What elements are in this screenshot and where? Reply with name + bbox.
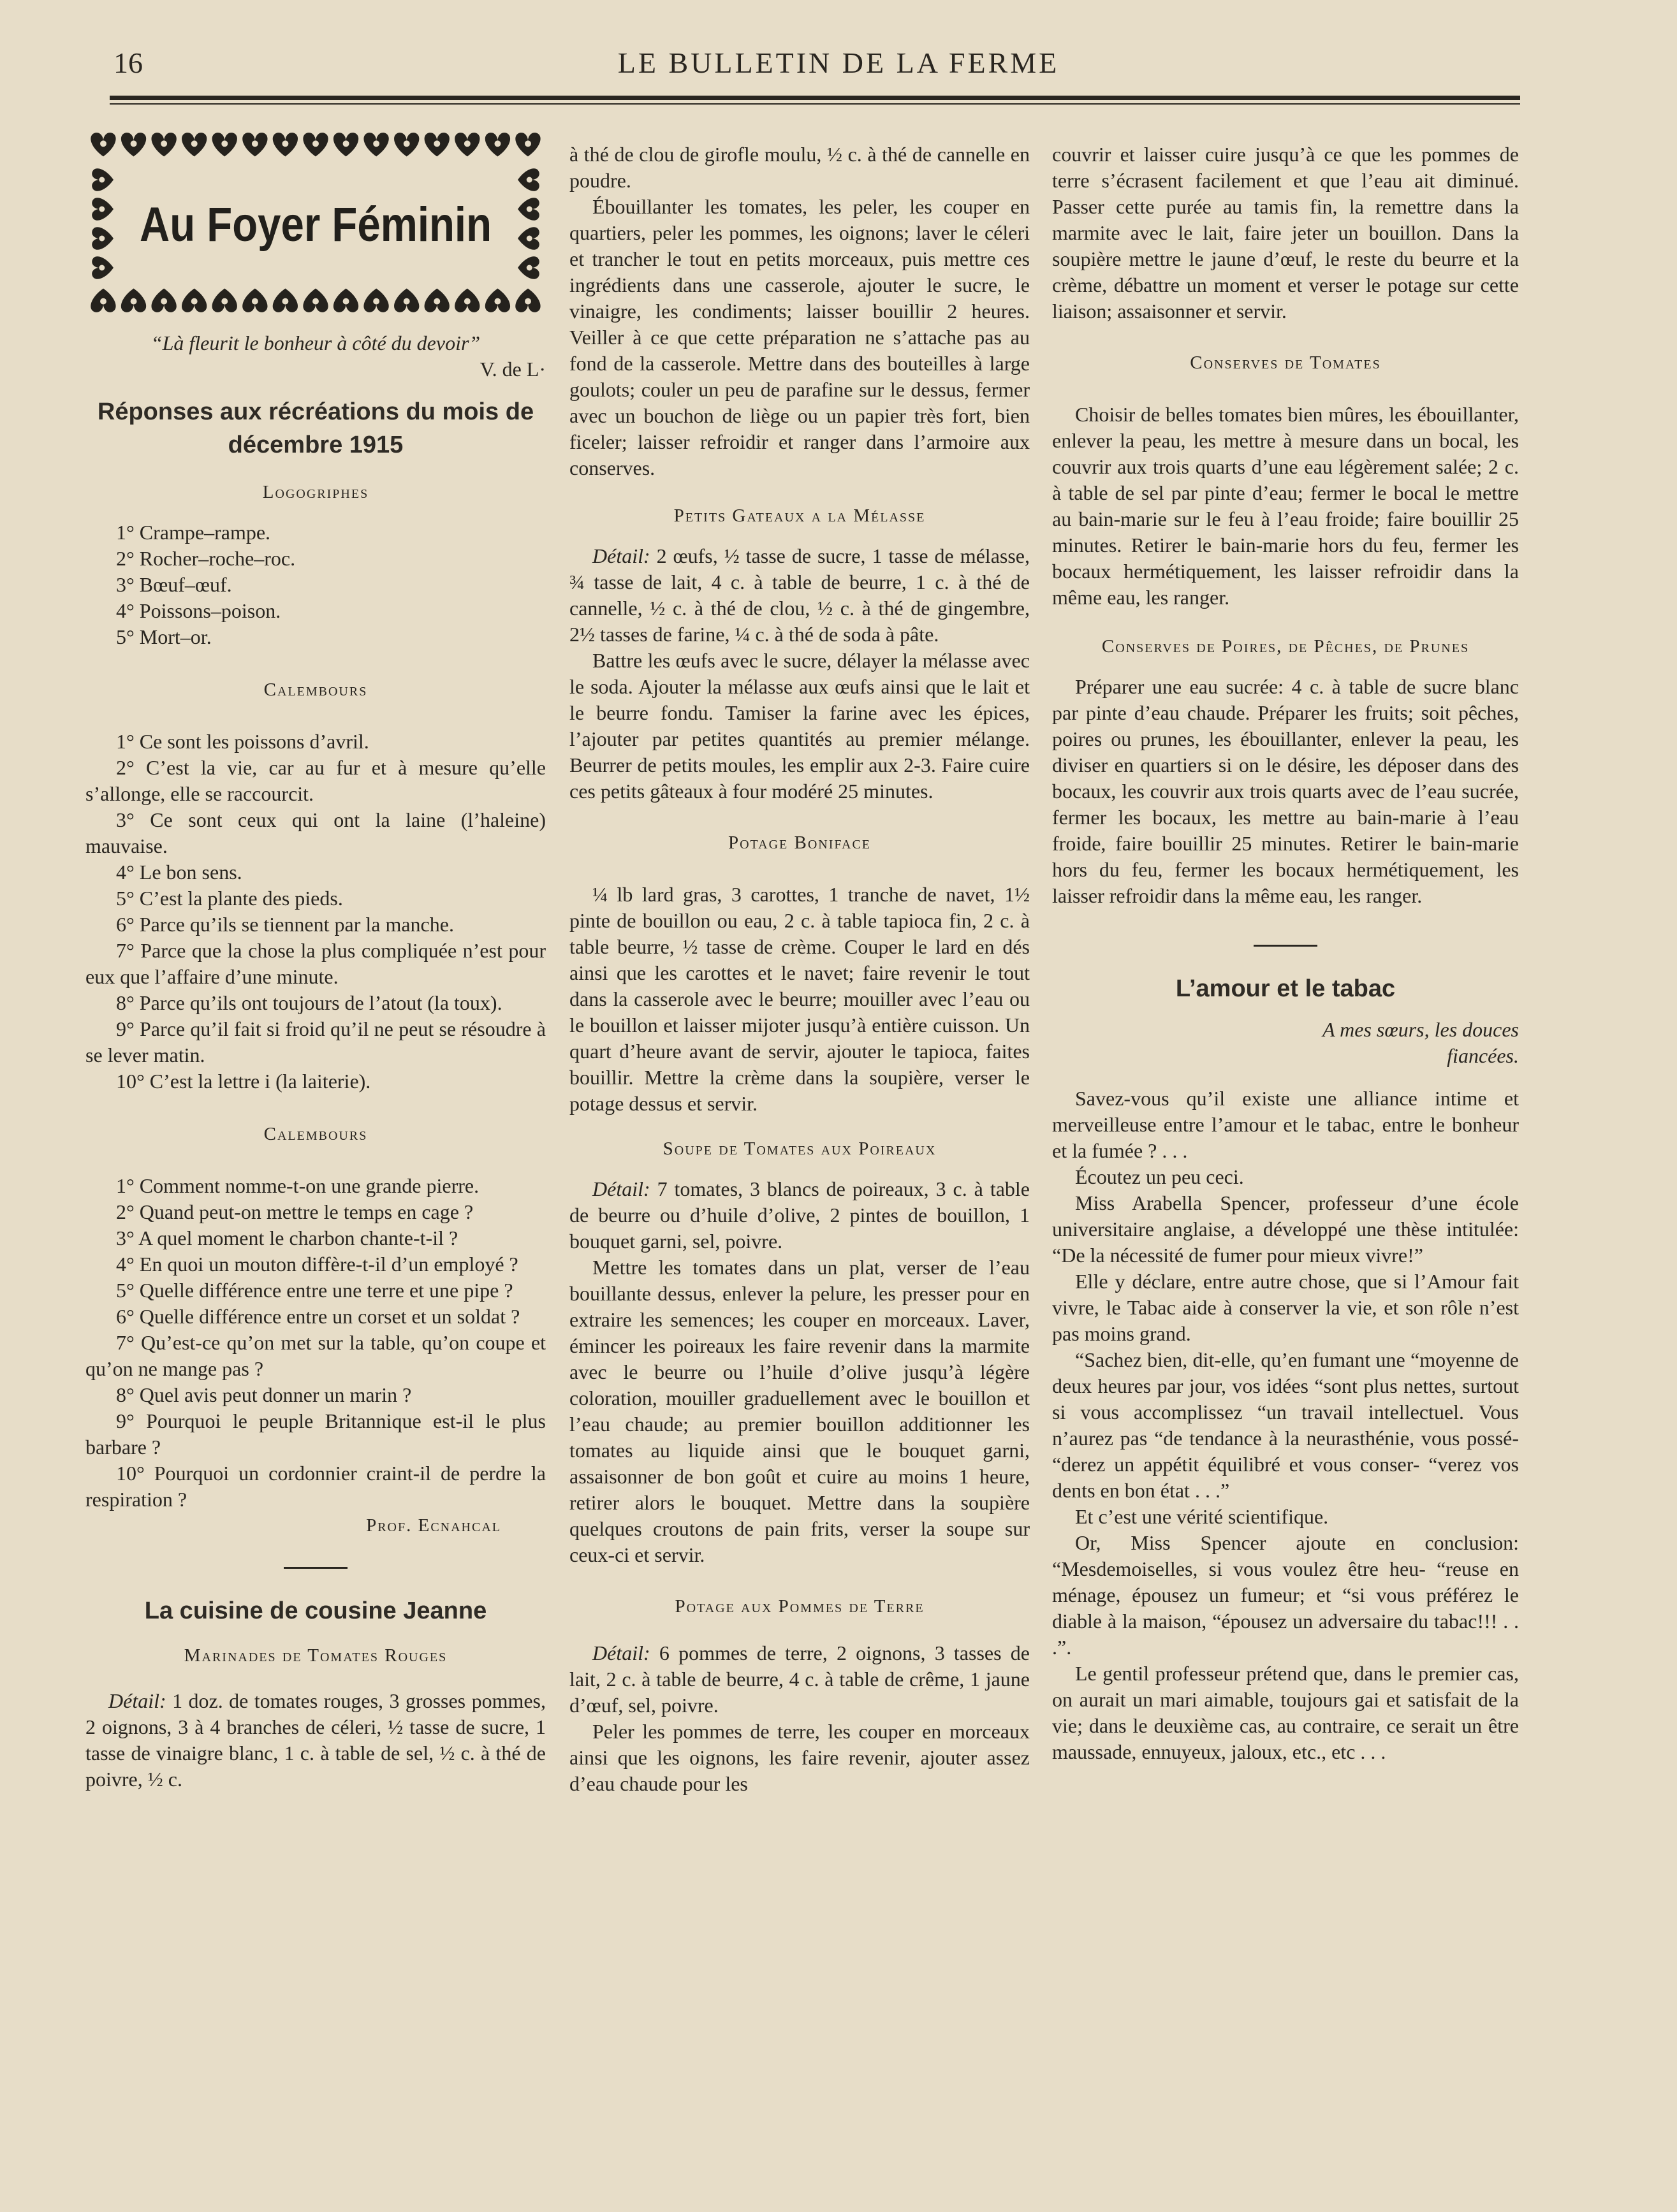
gateaux-detail-paragraph — [569, 543, 1030, 648]
ornament-icon — [212, 133, 237, 156]
ornament-icon — [485, 289, 510, 312]
epigraph: “Là fleurit le bonheur à côté du devoir” — [150, 331, 481, 354]
gateaux-detail: 2 œufs, ½ tasse de sucre, 1 tasse de mélasse, ¾ tasse de lait, 4 c. à table de beurre, 1 c. à thé de cannelle, ½ c. à thé de clou, ½ c. à thé de gingembre, 2½ tasses de farine, ¼ c. à thé de soda à pâte. — [569, 544, 1030, 646]
ornament-icon — [518, 256, 539, 279]
list-item: 3° Ce sont ceux qui ont la laine (l’haleine) mauvaise. — [85, 808, 546, 857]
list-item: 3° A quel moment le charbon chante-t-il ? — [116, 1226, 458, 1249]
paragraph: Elle y déclare, entre autre chose, que si l’Amour fait vivre, le Tabac aide à conserver la vie, et son rôle n’est pas moins grand. — [1052, 1270, 1519, 1345]
ornament-icon — [182, 289, 207, 312]
boniface-heading: Potage Boniface — [728, 833, 872, 853]
ornament-icon — [151, 133, 176, 156]
pommes-detail-paragraph — [569, 1640, 1030, 1719]
ornament-icon — [273, 133, 298, 156]
list-item: 5° C’est la plante des pieds. — [116, 887, 343, 910]
ornament-icon — [242, 289, 267, 312]
ornament-icon — [394, 133, 419, 156]
list-item: 9° Parce qu’il fait si froid qu’il ne peut se résoudre à se lever matin. — [85, 1017, 546, 1066]
ornament-icon — [121, 133, 146, 156]
list-item: 8° Quel avis peut donner un marin ? — [116, 1383, 412, 1406]
section-banner — [85, 127, 546, 319]
signature: Prof. Ecnahcal — [366, 1515, 501, 1536]
column-3 — [1052, 142, 1519, 1765]
marinades-method: Ébouillanter les tomates, les peler, les couper en quartiers, peler les pommes, les oignons; laver le céleri et trancher le tout en petits morceaux, puis mettre ces ingrédients dans une casserole, ajouter le sucre, le vinaigre, les condiments; laisser bouillir 2 heures. Veiller à ce que cette préparation ne s’attache pas au fond de la casserole. Mettre dans des bouteilles à large goulots; couler un peu de parafine sur le dessus, fermer avec un bouchon de liège ou un papier très fort, bien ficeler; laisser refroidir et ranger dans l’armoire aux conserves. — [569, 195, 1030, 479]
cuisine-heading: La cuisine de cousine Jeanne — [144, 1597, 487, 1624]
ornament-icon — [91, 133, 115, 156]
soupe-detail-paragraph — [569, 1176, 1030, 1255]
paragraph: Écoutez un peu ceci. — [1075, 1165, 1244, 1188]
calembours-questions-list — [85, 1173, 546, 1513]
paragraph: Miss Arabella Spencer, professeur d’une école universitaire anglaise, a développé une thèse intitulée: “De la nécessité de fumer pour mieux vivre!” — [1052, 1191, 1519, 1267]
list-item: 2° Quand peut-on mettre le temps en cage ? — [116, 1200, 474, 1223]
ornament-icon — [485, 133, 510, 156]
ornament-icon — [242, 133, 267, 156]
paragraph: Le gentil professeur prétend que, dans le premier cas, on aurait un mari aimable, toujours gai et satisfait de la vie; dans le deuxième cas, au contraire, ce serait un être maussade, ennuyeux, jaloux, etc., etc . . . — [1052, 1662, 1519, 1763]
ornament-icon — [518, 168, 539, 191]
list-item: 8° Parce qu’ils ont toujours de l’atout (la toux). — [116, 991, 502, 1014]
running-title: LE BULLETIN DE LA FERME — [617, 47, 1060, 79]
list-item: 10° Pourquoi un cordonnier craint-il de perdre la respiration ? — [85, 1462, 546, 1511]
marinades-continued: à thé de clou de girofle moulu, ½ c. à thé de cannelle en poudre. — [569, 143, 1030, 192]
section-title: Au Foyer Féminin — [140, 198, 492, 252]
list-item: 1° Crampe–rampe. — [116, 521, 271, 544]
column-1 — [85, 127, 546, 1793]
ornament-icon — [363, 133, 388, 156]
paragraph: “Sachez bien, dit-elle, qu’en fumant une “moyenne de deux heures par jour, vos idées “sont plus nettes, surtout si vous accomplissez “un travail intellectuel. Vous n’aurez pas “de tendance à la neurasthénie, vous possé- “derez un appétit équilibré et vous conser- “verez vos dents en bon état . . .” — [1052, 1348, 1519, 1502]
pommes-method: Peler les pommes de terre, les couper en morceaux ainsi que les oignons, les faire revenir, ajouter assez d’eau chaude pour les — [569, 1720, 1030, 1795]
ornament-icon — [394, 289, 419, 312]
column-2 — [569, 142, 1030, 1797]
soupe-method: Mettre les tomates dans un plat, verser de l’eau bouillante dessus, enlever la pelure, les presser pour en extraire les semences; les couper en morceaux. Laver, émincer les poireaux les faire revenir dans la marmite avec le beurre ou l’huile d’olive jusqu’à légère coloration, mouiller graduellement avec le bouillon et l’eau chaude; au premier bouillon additionner les tomates au liquide ainsi que le bouquet garni, assaisonner de bon goût et cuire au moins 1 heure, retirer alors le bouquet. Mettre dans la soupière quelques croutons de pain frits, verser la soupe sur ceux-ci et servir. — [569, 1256, 1030, 1566]
section-divider — [284, 1567, 348, 1569]
tomates-heading: Conserves de Tomates — [1190, 353, 1381, 373]
paragraph: Et c’est une vérité scientifique. — [1075, 1505, 1329, 1528]
poires-heading: Conserves de Poires, de Pêches, de Prunes — [1101, 636, 1470, 657]
amour-heading: L’amour et le tabac — [1175, 975, 1396, 1002]
soupe-detail: 7 tomates, 3 blancs de poireaux, 3 c. à table de beurre ou d’huile d’olive, 2 pintes de bouillon, 1 bouquet garni, sel, poivre. — [569, 1177, 1030, 1253]
detail-label: Détail: — [592, 1641, 650, 1664]
ornament-icon — [91, 289, 115, 312]
calembours-heading: Calembours — [263, 680, 368, 700]
logogriphes-heading: Logogriphes — [262, 482, 369, 502]
epigraph-author: V. de L· — [480, 358, 546, 381]
pommes-continued: couvrir et laisser cuire jusqu’à ce que les pommes de terre s’écrasent facilement et que l’eau ait diminué. Passer cette purée au tamis fin, la remettre dans la marmite avec le lait, faire jeter un bouillon. Dans la soupière mettre le jaune d’œuf, le reste du beurre et la crème, débattre un moment et verser le potage sur cette liaison; assaisonner et servir. — [1052, 143, 1519, 323]
list-item: 3° Bœuf–œuf. — [116, 573, 232, 596]
ornament-icon — [518, 198, 539, 221]
boniface-text: ¼ lb lard gras, 3 carottes, 1 tranche de navet, 1½ pinte de bouillon ou eau, 2 c. à table tapioca fin, 2 c. à table beurre, ½ tasse de crème. Couper le lard en dés ainsi que les carottes et le navet; faire revenir le tout dans la casserole avec le beurre; mouiller avec l’eau ou le bouillon et laisser mijoter jusqu’à entière cuisson. Un quart d’heure avant de servir, ajouter le tapioca, faites bouillir. Mettre la crème dans la soupière, verser le potage dessus et servir. — [569, 883, 1030, 1115]
list-item: 6° Quelle différence entre un corset et un soldat ? — [116, 1305, 520, 1328]
gateaux-heading: Petits Gateaux a la Mélasse — [673, 506, 926, 526]
list-item: 4° Poissons–poison. — [116, 599, 281, 622]
ornament-icon — [92, 168, 114, 191]
ornament-icon — [151, 289, 176, 312]
ornament-icon — [425, 133, 450, 156]
detail-label: Détail: — [592, 544, 650, 567]
ornament-icon — [212, 289, 237, 312]
marinades-heading: Marinades de Tomates Rouges — [184, 1645, 448, 1666]
ornament-icon — [515, 133, 540, 156]
list-item: 4° Le bon sens. — [116, 861, 242, 884]
list-item: 2° C’est la vie, car au fur et à mesure qu’elle s’allonge, elle se raccourcit. — [85, 756, 546, 805]
list-item: 5° Quelle différence entre une terre et une pipe ? — [116, 1279, 513, 1302]
calembours-answers-list — [85, 729, 546, 1095]
ornament-icon — [425, 289, 450, 312]
pommes-detail: 6 pommes de terre, 2 oignons, 3 tasses de lait, 2 c. à table de beurre, 4 c. à table de crême, 1 jaune d’œuf, sel, poivre. — [569, 1641, 1030, 1717]
list-item: 7° Qu’est-ce qu’on met sur la table, qu’on coupe et qu’on ne mange pas ? — [85, 1331, 546, 1380]
ornament-icon — [455, 133, 480, 156]
ornament-icon — [333, 133, 358, 156]
dedication: A mes sœurs, les douces fiancées. — [1322, 1018, 1519, 1067]
calembours-heading-2: Calembours — [263, 1124, 368, 1144]
ornament-icon — [92, 198, 114, 221]
ornament-icon — [121, 289, 146, 312]
ornament-icon — [518, 227, 539, 250]
ornament-icon — [303, 289, 328, 312]
list-item: 7° Parce que la chose la plus compliquée n’est pour eux que l’affaire d’une minute. — [85, 939, 546, 988]
poires-text: Préparer une eau sucrée: 4 c. à table de sucre blanc par pinte d’eau chaude. Préparer les fruits; soit pêches, poires ou prunes, les ébouillanter, enlever la peau, les diviser en quartiers si on le désire, les déposer dans des bocaux, les couvrir aux trois quarts avec de l’eau sucrée, fermer les bocaux, les mettre au bain-marie à l’eau froide, faire bouillir 25 minutes. Retirer le bain-marie hors du feu, fermer les bocaux hermétiquement, les laisser refroidir dans la même eau, les ranger. — [1052, 675, 1519, 907]
paragraph: Or, Miss Spencer ajoute en conclusion: “Mesdemoiselles, si vous voulez être heu- “reuse en ménage, épousez un fumeur; et “si vous préférez le diable à la maison, “épousez un adversaire du tabac!!! . . .”. — [1052, 1531, 1519, 1659]
ornament-icon — [182, 133, 207, 156]
ornament-icon — [92, 227, 114, 250]
header-rule-thick — [110, 96, 1520, 100]
marinades-detail: 1 doz. de tomates rouges, 3 grosses pommes, 2 oignons, 3 à 4 branches de céleri, ½ tasse de sucre, 1 tasse de vinaigre blanc, 1 c. à table de sel, ½ c. à thé de poivre, ½ c. — [85, 1689, 546, 1791]
soupe-heading: Soupe de Tomates aux Poireaux — [663, 1139, 937, 1159]
ornament-icon — [363, 289, 388, 312]
ornament-icon — [303, 133, 328, 156]
paragraph: Savez-vous qu’il existe une alliance intime et merveilleuse entre l’amour et le tabac, entre le bonheur et la fumée ? . . . — [1052, 1087, 1519, 1162]
ornament-icon — [455, 289, 480, 312]
gateaux-method: Battre les œufs avec le sucre, délayer la mélasse avec le soda. Ajouter la mélasse aux œufs ainsi que le lait et le beurre fondu. Tamiser la farine avec les épices, l’ajouter par petites quantités au premier mélange. Beurrer de petits moules, les emplir aux 2-3. Faire cuire ces petits gâteaux à four modéré 25 minutes. — [569, 649, 1030, 803]
detail-label: Détail: — [108, 1689, 166, 1712]
list-item: 1° Ce sont les poissons d’avril. — [116, 730, 369, 753]
list-item: 9° Pourquoi le peuple Britannique est-il le plus barbare ? — [85, 1409, 546, 1459]
ornament-icon — [333, 289, 358, 312]
list-item: 6° Parce qu’ils se tiennent par la manche. — [116, 913, 454, 936]
logogriphes-list — [85, 520, 546, 650]
page-number: 16 — [114, 47, 143, 79]
tomates-text: Choisir de belles tomates bien mûres, les ébouillanter, enlever la peau, les mettre à mesure dans un bocal, les couvrir aux trois quarts d’une eau légèrement salée; 2 c. à table de sel par pinte d’eau; fermer le bocal le mettre au bain-marie sur le feu à l’eau froide; faire bouillir 25 minutes. Retirer le bain-marie hors du feu, fermer les bocaux hermétiquement, les laisser refroidir dans la même eau, les ranger. — [1052, 403, 1519, 609]
header-rule-thin — [110, 103, 1520, 105]
ornament-icon — [273, 289, 298, 312]
ornament-icon — [92, 256, 114, 279]
answers-heading: Réponses aux récréations du mois de décembre 1915 — [97, 398, 534, 458]
list-item: 1° Comment nomme-t-on une grande pierre. — [116, 1174, 480, 1197]
list-item: 4° En quoi un mouton diffère-t-il d’un employé ? — [116, 1253, 518, 1276]
ornament-icon — [515, 289, 540, 312]
list-item: 5° Mort–or. — [116, 625, 212, 648]
section-divider — [1254, 945, 1317, 947]
marinades-detail-paragraph — [85, 1688, 546, 1793]
list-item: 10° C’est la lettre i (la laiterie). — [116, 1070, 371, 1093]
list-item: 2° Rocher–roche–roc. — [116, 547, 296, 570]
pommes-heading: Potage aux Pommes de Terre — [675, 1596, 925, 1617]
detail-label: Détail: — [592, 1177, 650, 1200]
